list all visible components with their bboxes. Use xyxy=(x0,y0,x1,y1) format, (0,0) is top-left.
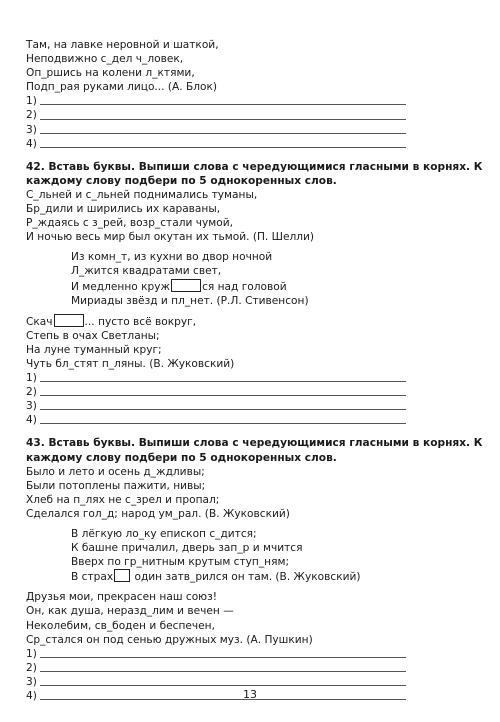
answer-line[interactable] xyxy=(26,661,474,675)
poem-line: Оп_ршись на колени л_ктями, xyxy=(26,67,195,80)
poem-line: Друзья мои, прекрасен наш союз! xyxy=(26,591,217,604)
poem-line: Неподвижно с_дел ч_ловек, xyxy=(26,53,184,66)
answer-line[interactable] xyxy=(26,385,474,399)
task-heading-cont: каждому слову подбери по 5 однокоренных слов. xyxy=(26,451,337,464)
answer-line[interactable] xyxy=(26,137,474,151)
poem-line xyxy=(71,279,474,294)
answer-rule xyxy=(40,657,406,658)
answer-number: 1) xyxy=(26,647,37,660)
answer-number: 4) xyxy=(26,414,37,427)
letter-box[interactable] xyxy=(114,569,130,582)
poem-fragment: В страх xyxy=(71,571,114,584)
task-heading xyxy=(26,160,483,174)
task-number: 43. xyxy=(26,437,45,450)
task-heading-text: Вставь буквы. Выпиши слова с чередующимися гласными в корнях. К xyxy=(48,160,483,173)
answer-number: 2) xyxy=(26,661,37,674)
answer-rule xyxy=(40,685,406,686)
letter-box[interactable] xyxy=(171,279,201,292)
page-content xyxy=(26,38,483,703)
task-43 xyxy=(26,436,483,703)
poem-line: Вверх по гр_нитным крутым ступ_ням; xyxy=(71,556,290,569)
poem-line: Хлеб на п_лях не с_зрел и пропал; xyxy=(26,493,220,506)
poem-line: Там, на лавке неровной и шаткой, xyxy=(26,39,219,51)
answer-rule xyxy=(40,409,406,410)
answer-rule xyxy=(40,147,406,148)
poem-line: Л_жится квадратами свет, xyxy=(71,265,222,278)
answer-number: 3) xyxy=(26,675,37,688)
task-number: 42. xyxy=(26,160,45,173)
poem-line: На луне туманный круг; xyxy=(26,343,162,356)
poem-fragment: ... пусто всё вокруг, xyxy=(84,315,197,328)
poem-line xyxy=(71,569,474,584)
poem-line: Подп_рая руками лицо... (А. Блок) xyxy=(26,81,218,94)
poem-line: Чуть бл_стят п_ляны. (В. Жуковский) xyxy=(26,357,235,370)
answer-number: 1) xyxy=(26,95,37,108)
answer-rule xyxy=(40,381,406,382)
task-heading xyxy=(26,436,483,450)
poem-fragment: Скач xyxy=(26,315,53,328)
poem-line xyxy=(26,314,474,329)
letter-box[interactable] xyxy=(54,314,84,327)
poem-line: Из комн_т, из кухни во двор ночной xyxy=(71,251,273,264)
poem-line: Он, как душа, неразд_лим и вечен — xyxy=(26,605,234,618)
answer-rule xyxy=(40,119,406,120)
answer-line[interactable] xyxy=(26,123,474,137)
answer-rule xyxy=(40,133,406,134)
task-heading-cont: каждому слову подбери по 5 однокоренных слов. xyxy=(26,174,337,187)
answer-line[interactable] xyxy=(26,675,474,689)
poem-line: С_льней и с_льней поднимались туманы, xyxy=(26,188,258,201)
answer-rule xyxy=(40,104,406,105)
poem-line: К башне причалил, дверь зап_р и мчится xyxy=(71,542,303,555)
answer-number: 1) xyxy=(26,372,37,385)
poem-line: Неколебим, св_боден и беспечен, xyxy=(26,619,215,632)
answer-number: 3) xyxy=(26,400,37,413)
answer-number: 4) xyxy=(26,137,37,150)
poem-line: Сделался гол_д; народ ум_рал. (В. Жуковский) xyxy=(26,507,290,520)
poem-fragment: И медленно круж xyxy=(71,280,171,293)
answer-rule xyxy=(40,423,406,424)
poem-fragment: один затв_рился он там. (В. Жуковский) xyxy=(131,571,361,584)
task-42 xyxy=(26,160,483,428)
poem-line: Были потоплены пажити, нивы; xyxy=(26,479,206,492)
answer-rule xyxy=(40,671,406,672)
poem-line: Степь в очах Светланы; xyxy=(26,329,160,342)
poem-line: Было и лето и осень д_ждливы; xyxy=(26,465,205,478)
poem-line: В лёгкую ло_ку епископ с_дится; xyxy=(71,528,257,540)
answer-line[interactable] xyxy=(26,647,474,661)
answer-line[interactable] xyxy=(26,413,474,427)
page-number: 13 xyxy=(243,688,257,701)
task-heading-text: Вставь буквы. Выпиши слова с чередующимися гласными в корнях. К xyxy=(48,437,483,450)
answer-number: 2) xyxy=(26,386,37,399)
poem-fragment: ся над головой xyxy=(202,280,287,293)
answer-line[interactable] xyxy=(26,94,474,108)
poem-line: Бр_дили и ширились их караваны, xyxy=(26,203,221,216)
poem-line: Р_ждаясь с з_рей, возр_стали чумой, xyxy=(26,217,233,230)
poem-line: Ср_стался он под сенью дружных муз. (А. Пушкин) xyxy=(26,633,313,646)
answer-line[interactable] xyxy=(26,399,474,413)
answer-lines-blok xyxy=(26,94,474,150)
answer-number: 4) xyxy=(26,690,37,703)
answer-line[interactable] xyxy=(26,108,474,122)
answer-number: 2) xyxy=(26,109,37,122)
poem-line: Мириады звёзд и пл_нет. (Р.Л. Стивенсон) xyxy=(71,294,309,307)
answer-line[interactable] xyxy=(26,371,474,385)
poem-line: И ночью весь мир был окутан их тьмой. (П. Шелли) xyxy=(26,231,315,244)
answer-number: 3) xyxy=(26,123,37,136)
poem-blok xyxy=(26,38,474,94)
answer-rule xyxy=(40,395,406,396)
